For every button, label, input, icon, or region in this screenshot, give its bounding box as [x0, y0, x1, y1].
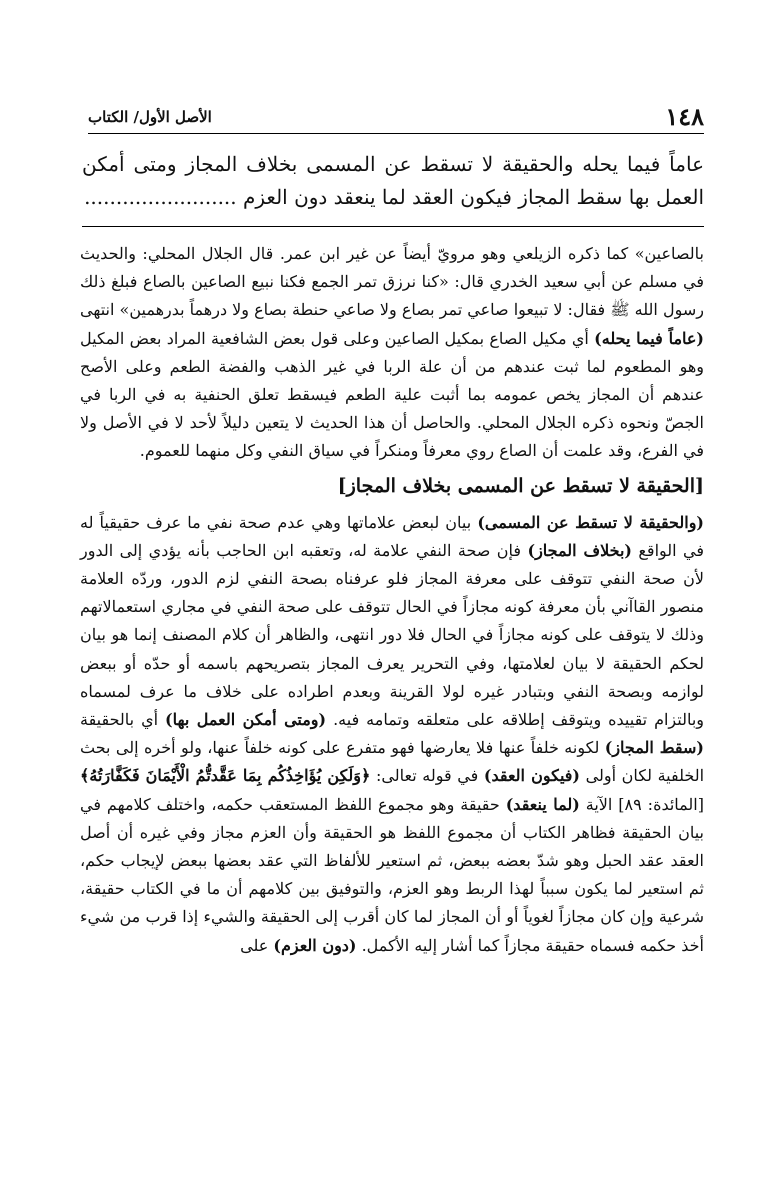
running-title: الأصل الأول/ الكتاب	[88, 108, 212, 126]
commentary-paragraph-1	[80, 240, 704, 466]
commentary-quoted-matn: (فيكون العقد)	[483, 766, 580, 786]
commentary-text	[80, 240, 704, 960]
quran-verse: ﴿وَلَكِن يُؤَاخِذُكُم بِمَا عَقَّدتُّمُ الْأَيْمَانَ فَكَفَّارَتُهُ﴾	[80, 766, 371, 786]
matn-dots: ........................	[84, 185, 237, 209]
commentary-text-run: على	[240, 935, 269, 955]
commentary-text-run: أي مكيل الصاع بمكيل الصاعين وعلى قول بعض الشافعية المراد بعض المكيل وهو المطعوم لما ثبت عندهم من أن علة الربا في غير الذهب والفضة الطعم وعلى الأصح عندهم أن المجاز يخص عمومه بما أثبت علية الطعم فيسقط تعلق الحنفية به في الربا في الجصّ ونحوه ذكره الجلال المحلي. والحاصل أن هذا الحديث لا يتعين دليلاً لأحد لا في الأصل ولا في الفرع، وقد علمت أن الصاع روي معرفاً ومنكراً في سياق النفي وكل منهما للعموم.	[80, 328, 704, 461]
commentary-text-run: بالصاعين» كما ذكره الزيلعي وهو مرويّ أيضاً عن غير ابن عمر. قال الجلال المحلي: والحديث في مسلم عن أبي سعيد الخدري قال: «كنا نرزق تمر الجمع فكنا نبيع الصاعين بالصاع فبلغ ذلك رسول الله ﷺ فقال: لا تبيعوا صاعي تمر بصاع ولا صاعي حنطة بصاع ولا درهماً بدرهمين» انتهى	[80, 244, 704, 320]
commentary-quoted-matn: (دون العزم)	[273, 935, 357, 955]
commentary-text-run: أي بالحقيقة	[80, 710, 159, 730]
running-header	[88, 100, 704, 136]
section-heading: [ الحقيقة لا تسقط عن المسمى بخلاف المجاز ]	[80, 471, 704, 501]
header-rule	[88, 133, 704, 134]
matn-line-2-text: العمل بها سقط المجاز فيكون العقد لما ينعقد دون العزم	[243, 185, 704, 209]
commentary-text-run: بيان لبعض علاماتها وهي عدم صحة نفي ما عرف حقيقياً له في الواقع	[80, 512, 705, 560]
commentary-quoted-matn: (بخلاف المجاز)	[527, 540, 632, 560]
commentary-quoted-matn: (والحقيقة لا تسقط عن المسمى)	[477, 512, 704, 532]
commentary-text-run: لكونه خلفاً عنها فلا يعارضها فهو متفرع على كونه خلفاً عنها، ولو أخره إلى بحث الخلفية لكان أولى	[80, 738, 705, 786]
matn-text	[82, 148, 704, 214]
matn-line-2	[82, 181, 704, 214]
verse-citation: [المائدة: ٨٩] الآية	[585, 794, 704, 814]
matn-line-1: عاماً فيما يحله والحقيقة لا تسقط عن المسمى بخلاف المجاز ومتى أمكن	[82, 152, 704, 176]
commentary-text-run: حقيقة وهو مجموع اللفظ المستعقب حكمه، واختلف كلامهم في بيان الحقيقة فظاهر الكتاب أن مجموع اللفظ هو الحقيقة وأن العزم مجاز وفي غيره أن أصل العقد عقد الحبل وهو شدّ بعضه ببعض، ثم استعير للألفاظ التي عقد بعضها ببعض لإيجاب حكم، ثم استعير لما يكون سبباً لهذا الربط وهو العزم، والتوفيق بين كلامهم أن ما في الكتاب حقيقة، شرعية وإن كان مجازاً لغوياً أو أن المجاز لما كان أقرب إلى الحقيقة والشيء إذا قرب من شيء أخذ حكمه فسماه حقيقة مجازاً كما أشار إليه الأكمل.	[80, 794, 704, 955]
page-number: ١٤٨	[665, 102, 704, 131]
commentary-text-run: في قوله تعالى:	[376, 766, 479, 786]
commentary-quoted-matn: (ومتى أمكن العمل بها)	[165, 710, 327, 730]
commentary-quoted-matn: (سقط المجاز)	[604, 738, 704, 758]
commentary-quoted-matn: (لما ينعقد)	[505, 794, 580, 814]
commentary-paragraph-2	[80, 509, 704, 960]
separator-rule	[82, 226, 704, 227]
commentary-text-run: فإن صحة النفي علامة له، وتعقبه ابن الحاجب بأنه يؤدي إلى الدور لأن صحة النفي تتوقف على معرفة المجاز فلو عرفناه بصحة النفي لزم الدور، وردّه العلامة منصور القاآني بأن معرفة كونه مجازاً في الحال تتوقف على صحة النفي في مجاري استعمالاتهم وذلك لا يتوقف على كونه مجازاً في الحال فلا دور انتهى، والظاهر أن كلام المصنف إنما هو بيان لحكم الحقيقة لا بيان لعلامتها، وفي التحرير يعرف المجاز بتصريحهم باسمه أو حدّه أو ببعض لوازمه وبصحة النفي وبتبادر غيره لولا القرينة وبعدم اطراده على خلاف ما عرف لمسماه وبالتزام تقييده ويتوقف إطلاقه على متعلقه وتمامه فيه.	[80, 540, 705, 730]
commentary-quoted-matn: (عاماً فيما يحله)	[594, 328, 704, 348]
